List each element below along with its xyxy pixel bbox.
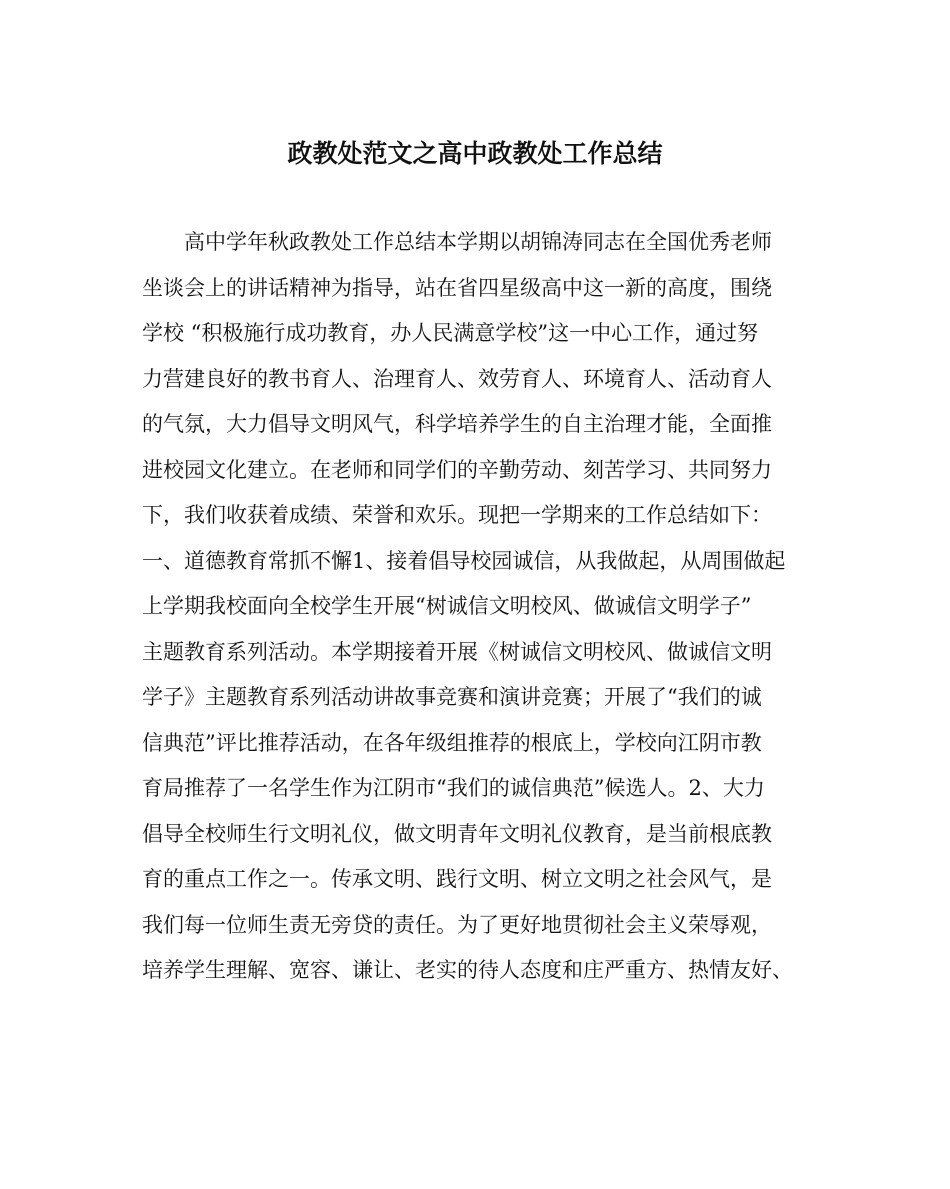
- body-line: 坐谈会上的讲话精神为指导，站在省四星级高中这一新的高度，围绕: [142, 275, 772, 300]
- body-line: 高中学年秋政教处工作总结本学期以胡锦涛同志在全国优秀老师: [142, 230, 772, 254]
- body-line: 育的重点工作之一。传承文明、践行文明、树立文明之社会风气，是: [142, 867, 772, 891]
- body-line: 信典范”评比推荐活动，在各年级组推荐的根底上，学校向江阴市教: [142, 730, 762, 755]
- body-line: 主题教育系列活动。本学期接着开展《树诚信文明校风、做诚信文明: [142, 639, 772, 664]
- body-line: 的气氛，大力倡导文明风气，科学培养学生的自主治理才能，全面推: [142, 412, 772, 436]
- body-line: 我们每一位师生责无旁贷的责任。为了更好地贯彻社会主义荣辱观，: [142, 912, 772, 937]
- body-line: 力营建良好的教书育人、治理育人、效劳育人、环境育人、活动育人: [142, 366, 772, 391]
- body-line: 一、道德教育常抓不懈1、接着倡导校园诚信，从我做起，从周围做起: [142, 548, 786, 573]
- body-line: 进校园文化建立。在老师和同学们的辛勤劳动、刻苦学习、共同努力: [142, 457, 772, 482]
- body-line: 倡导全校师生行文明礼仪，做文明青年文明礼仪教育，是当前根底教: [142, 821, 772, 846]
- document-body: [142, 220, 808, 994]
- body-line: 学子》主题教育系列活动讲故事竞赛和演讲竞赛；开展了“我们的诚: [142, 685, 762, 709]
- body-line: 上学期我校面向全校学生开展“树诚信文明校风、做诚信文明学子”: [142, 594, 752, 618]
- body-line: 下，我们收获着成绩、荣誉和欢乐。现把一学期来的工作总结如下：: [142, 503, 772, 527]
- body-line: 学校 “积极施行成功教育，办人民满意学校”这一中心工作，通过努: [142, 321, 759, 345]
- body-line: 育局推荐了一名学生作为江阴市“我们的诚信典范”候选人。2、大力: [142, 776, 765, 800]
- body-line: 培养学生理解、宽容、谦让、老实的待人态度和庄严重方、热情友好、: [142, 958, 793, 982]
- document-title: 政教处范文之高中政教处工作总结: [287, 139, 663, 168]
